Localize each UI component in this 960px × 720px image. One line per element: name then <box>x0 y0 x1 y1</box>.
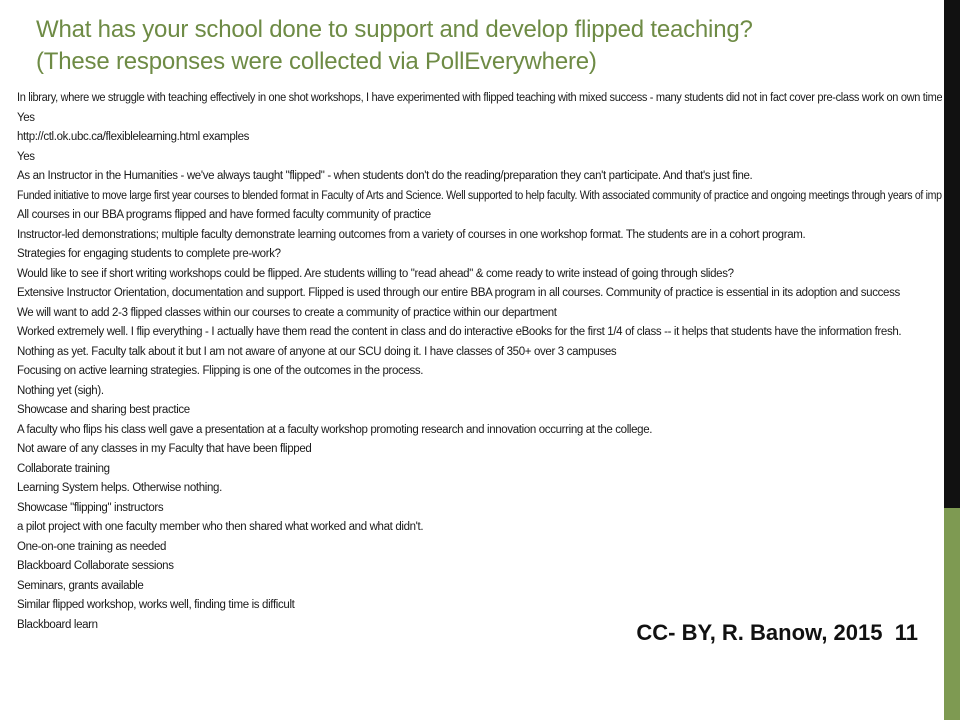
footer-credit <box>636 620 918 646</box>
response-item: All courses in our BBA programs flipped and have formed faculty community of practice <box>17 209 431 221</box>
response-item: Strategies for engaging students to complete pre-work? <box>17 248 281 260</box>
response-item: Similar flipped workshop, works well, finding time is difficult <box>17 599 295 611</box>
response-item: Yes <box>17 111 35 124</box>
slide-number: 11 <box>894 620 918 645</box>
right-side-bar-accent <box>944 508 960 720</box>
response-item: Worked extremely well. I flip everything - I actually have them read the content in class and do interactive eBooks for the first 1/4 of class -- it helps that students have the information fresh. <box>17 326 902 338</box>
response-item: Instructor-led demonstrations; multiple faculty demonstrate learning outcomes from a variety of courses in one workshop format. The students are in a cohort program. <box>17 228 806 241</box>
response-item: As an Instructor in the Humanities - we've always taught "flipped" - when students don't do the reading/preparation they can't participate. And that's just fine. <box>17 170 753 182</box>
response-item: A faculty who flips his class well gave a presentation at a faculty workshop promoting research and innovation occurring at the college. <box>17 423 653 436</box>
response-item: Focusing on active learning strategies. Flipping is one of the outcomes in the process. <box>17 365 424 377</box>
response-item: Collaborate training <box>17 462 110 475</box>
response-item: Would like to see if short writing workshops could be flipped. Are students willing to "read ahead" & come ready to write instead of going through slides? <box>17 267 734 280</box>
response-item: Showcase and sharing best practice <box>17 404 190 416</box>
slide-title <box>36 14 916 78</box>
response-item: Blackboard Collaborate sessions <box>17 560 174 572</box>
response-item: Showcase "flipping" instructors <box>17 501 164 514</box>
response-item: In library, where we struggle with teaching effectively in one shot workshops, I have experimented with flipped teaching with mixed success - many students did not in fact cover pre-class work on own time <box>17 92 942 104</box>
response-item: Seminars, grants available <box>17 579 144 592</box>
response-item: Not aware of any classes in my Faculty that have been flipped <box>17 443 312 455</box>
slide-title-subtitle: (These responses were collected via PollEverywhere) <box>36 48 597 75</box>
response-item: Funded initiative to move large first year courses to blended format in Faculty of Arts and Science. Well supported to help faculty. With associated community of practice and ongoing meetings through years of imp <box>17 189 942 202</box>
response-item: One-on-one training as needed <box>17 540 167 553</box>
response-item: a pilot project with one faculty member who then shared what worked and what didn't. <box>17 521 424 533</box>
response-item: Extensive Instructor Orientation, documentation and support. Flipped is used through our entire BBA program in all courses. Community of practice is essential in its adoption and success <box>17 287 900 299</box>
credit-text: CC- BY, R. Banow, 2015 <box>636 620 883 645</box>
response-item: Nothing yet (sigh). <box>17 384 104 397</box>
response-item: We will want to add 2-3 flipped classes within our courses to create a community of practice within our department <box>17 306 557 319</box>
response-item: http://ctl.ok.ubc.ca/flexiblelearning.html examples <box>17 131 250 143</box>
responses-list <box>17 89 942 635</box>
response-item: Learning System helps. Otherwise nothing. <box>17 482 222 494</box>
response-item: Yes <box>17 150 35 163</box>
response-item: Nothing as yet. Faculty talk about it but I am not aware of anyone at our SCU doing it. I have classes of 350+ over 3 campuses <box>17 345 617 358</box>
slide-title-question: What has your school done to support and develop flipped teaching? <box>36 16 753 43</box>
response-item: Blackboard learn <box>17 618 98 631</box>
